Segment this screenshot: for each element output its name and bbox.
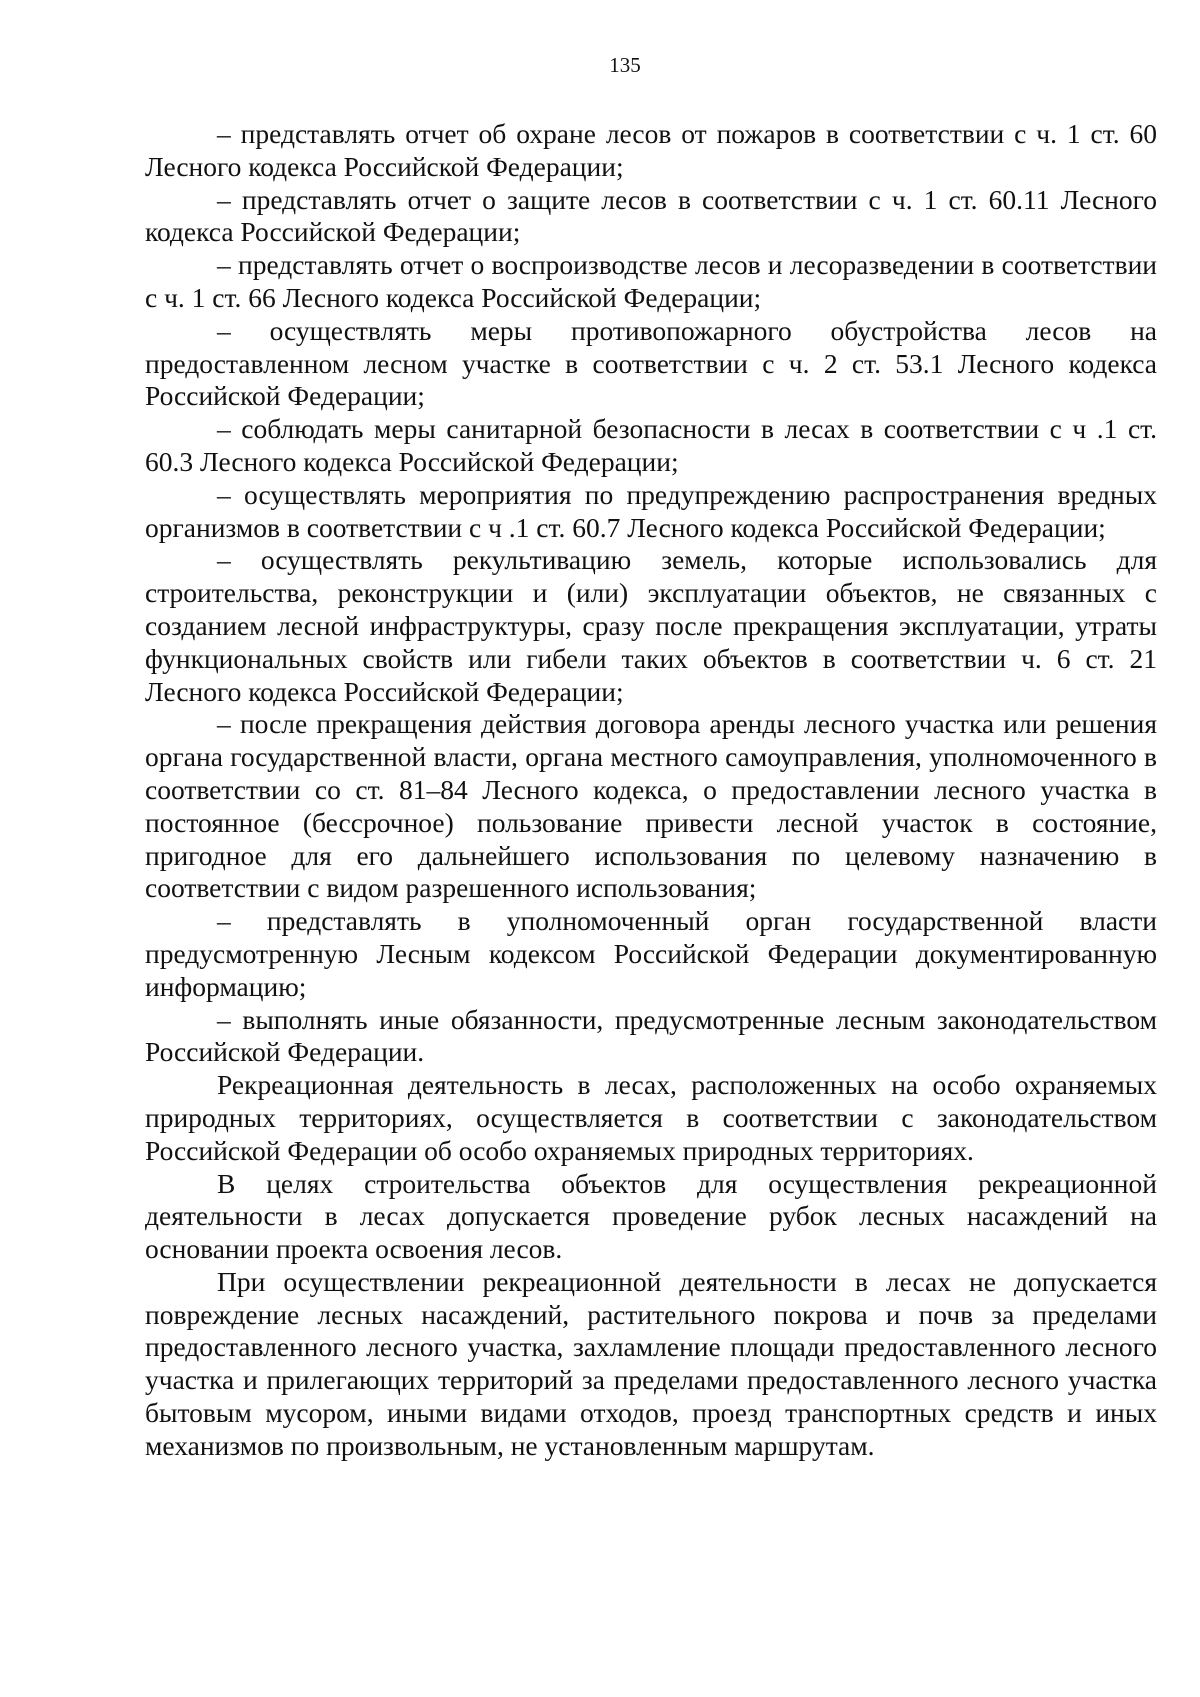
- page-number: 135: [609, 53, 641, 77]
- paragraph-harmful-organisms: – осуществлять мероприятия по предупреждению распространения вредных организмов в соответствии с ч .1 ст. 60.7 Лесного кодекса Российской Федерации;: [145, 478, 1157, 543]
- paragraph-fire-protection-report: – представлять отчет об охране лесов от пожаров в соответствии с ч. 1 ст. 60 Лесного кодекса Российской Федерации;: [145, 118, 1157, 182]
- paragraph-forest-protection-report: – представлять отчет о защите лесов в соответствии с ч. 1 ст. 60.11 Лесного кодекса Российской Федерации;: [145, 183, 1157, 248]
- paragraph-other-duties: – выполнять иные обязанности, предусмотренные лесным законодательством Российской Федерации.: [145, 1003, 1157, 1068]
- paragraph-prohibited-actions: При осуществлении рекреационной деятельности в лесах не допускается повреждение лесных насаждений, растительного покрова и почв за пределами предоставленного лесного участка, захламление площади предоставленного лесного участка и прилегающих территорий за пределами предоставленного лесного участка бытовым мусором, иными видами отходов, проезд транспортных средств и иных механизмов по произвольным, не установленным маршрутам.: [145, 1265, 1157, 1461]
- paragraph-construction-logging: В целях строительства объектов для осуществления рекреационной деятельности в лесах допускается проведение рубок лесных насаждений на основании проекта освоения лесов.: [145, 1167, 1157, 1265]
- paragraph-fire-prevention-measures: – осуществлять меры противопожарного обустройства лесов на предоставленном лесном участке в соответствии с ч. 2 ст. 53.1 Лесного кодекса Российской Федерации;: [145, 314, 1157, 412]
- paragraph-sanitary-safety: – соблюдать меры санитарной безопасности в лесах в соответствии с ч .1 ст. 60.3 Лесного кодекса Российской Федерации;: [145, 413, 1157, 477]
- paragraph-land-recultivation: – осуществлять рекультивацию земель, которые использовались для строительства, реконструкции и (или) эксплуатации объектов, не связанных с созданием лесной инфраструктуры, сразу после прекращения эксплуатации, утраты функциональных свойств или гибели таких объектов в соответствии ч. 6 ст. 21 Лесного кодекса Российской Федерации;: [145, 544, 1157, 707]
- paragraph-reproduction-report: – представлять отчет о воспроизводстве лесов и лесоразведении в соответствии с ч. 1 ст. 66 Лесного кодекса Российской Федерации;: [145, 249, 1157, 313]
- paragraph-protected-territories: Рекреационная деятельность в лесах, расположенных на особо охраняемых природных территориях, осуществляется в соответствии с законодательством Российской Федерации об особо охраняемых природных территориях.: [145, 1069, 1157, 1166]
- document-body: [145, 118, 1157, 1463]
- paragraph-after-lease-termination: – после прекращения действия договора аренды лесного участка или решения органа государственной власти, органа местного самоуправления, уполномоченного в соответствии со ст. 81–84 Лесного кодекса, о предоставлении лесного участка в постоянное (бессрочное) пользование привести лесной участок в состояние, пригодное для его дальнейшего использования по целевому назначению в соответствии с видом разрешенного использования;: [145, 708, 1157, 904]
- paragraph-documented-information: – представлять в уполномоченный орган государственной власти предусмотренную Лесным кодексом Российской Федерации документированную информацию;: [145, 905, 1157, 1002]
